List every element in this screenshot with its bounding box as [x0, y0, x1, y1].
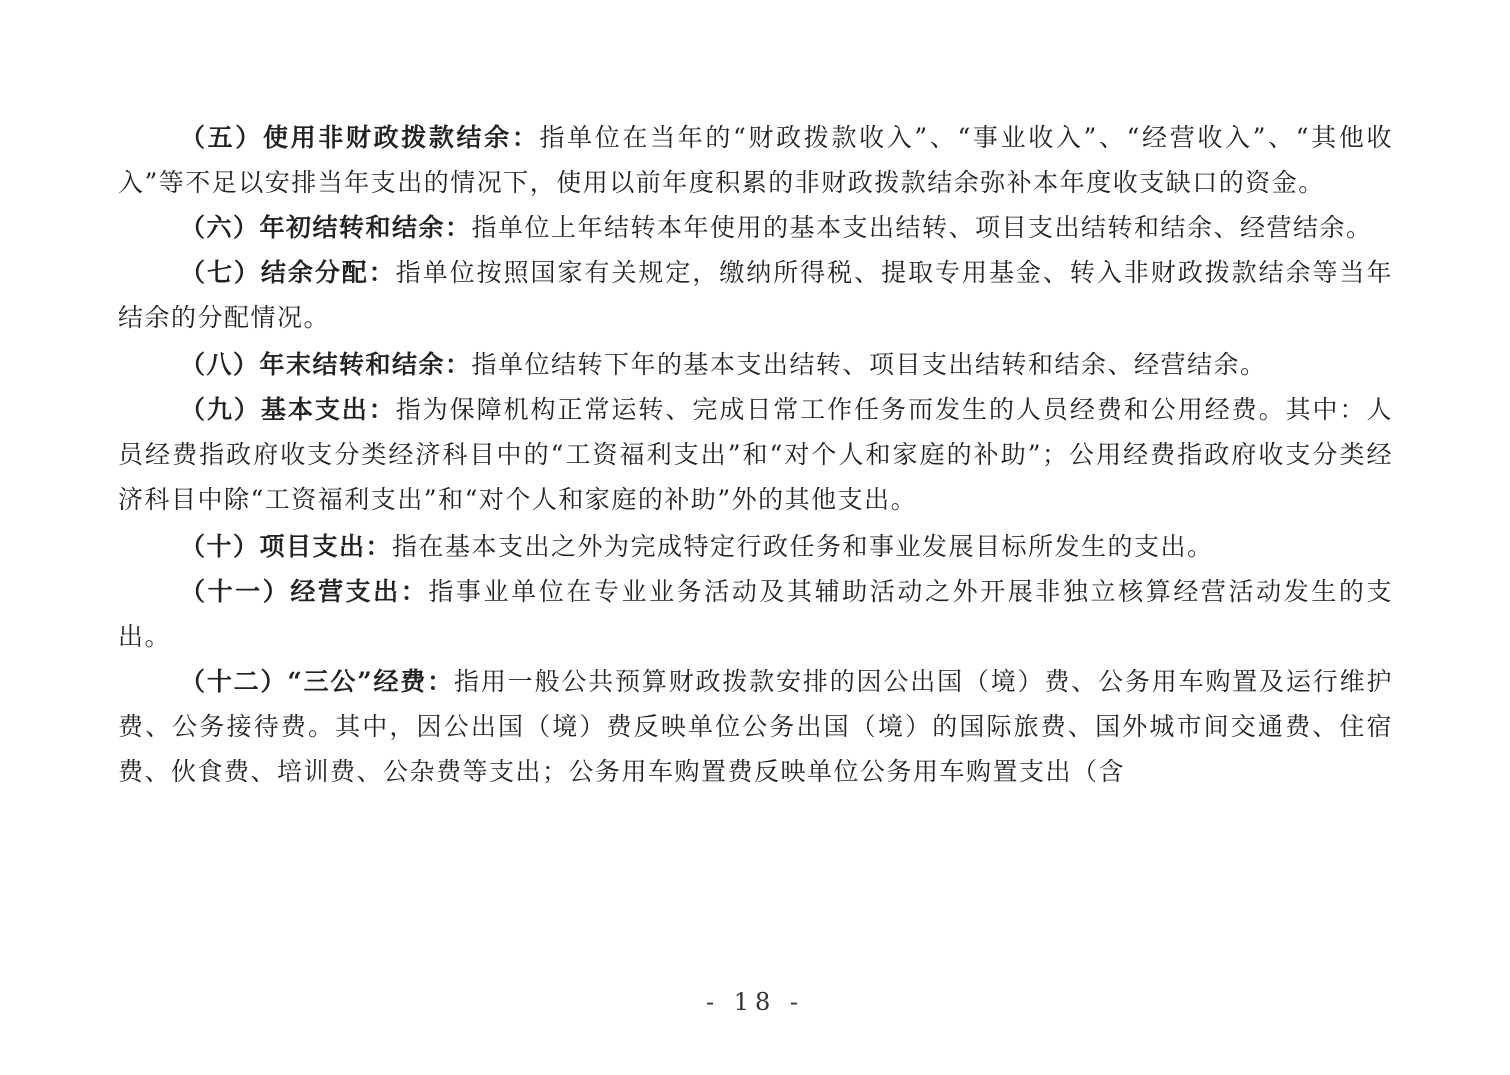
term-heading: （九）基本支出： [180, 395, 396, 424]
paragraph-8 [118, 342, 1393, 387]
term-heading: （十一）经营支出： [180, 577, 429, 606]
term-definition: 指单位按照国家有关规定，缴纳所得税、提取专用基金、转入非财政拨款结余等当年结余的分配情况。 [118, 258, 1393, 332]
term-heading: （六）年初结转和结余： [180, 213, 472, 242]
term-definition: 指单位在当年的“财政拨款收入”、“事业收入”、“经营收入”、“其他收入”等不足以安排当年支出的情况下，使用以前年度积累的非财政拨款结余弥补本年度收支缺口的资金。 [118, 123, 1393, 197]
paragraph-7 [118, 250, 1393, 340]
page-number: - 18 - [705, 988, 804, 1016]
paragraph-12 [118, 659, 1393, 794]
term-definition: 指事业单位在专业业务活动及其辅助活动之外开展非独立核算经营活动发生的支出。 [118, 577, 1393, 651]
document-body [118, 115, 1393, 794]
paragraph-5 [118, 115, 1393, 205]
term-definition: 指在基本支出之外为完成特定行政任务和事业发展目标所发生的支出。 [392, 532, 1214, 561]
term-heading: （十二）“三公”经费： [180, 667, 454, 696]
paragraph-6 [118, 205, 1393, 250]
paragraph-11 [118, 569, 1393, 659]
term-heading: （七）结余分配： [180, 258, 396, 287]
term-heading: （八）年末结转和结余： [180, 350, 472, 379]
paragraph-10 [118, 524, 1393, 569]
term-definition: 指用一般公共预算财政拨款安排的因公出国（境）费、公务用车购置及运行维护费、公务接待费。其中，因公出国（境）费反映单位公务出国（境）的国际旅费、国外城市间交通费、住宿费、伙食费、培训费、公杂费等支出；公务用车购置费反映单位公务用车购置支出（含 [118, 667, 1393, 786]
term-definition: 指单位上年结转本年使用的基本支出结转、项目支出结转和结余、经营结余。 [471, 213, 1373, 242]
term-heading: （五）使用非财政拨款结余： [180, 123, 540, 152]
term-definition: 指为保障机构正常运转、完成日常工作任务而发生的人员经费和公用经费。其中：人员经费指政府收支分类经济科目中的“工资福利支出”和“对个人和家庭的补助”；公用经费指政府收支分类经济科目中除“工资福利支出”和“对个人和家庭的补助”外的其他支出。 [118, 395, 1393, 514]
term-definition: 指单位结转下年的基本支出结转、项目支出结转和结余、经营结余。 [471, 350, 1267, 379]
term-heading: （十）项目支出： [180, 532, 393, 561]
paragraph-9 [118, 387, 1393, 522]
